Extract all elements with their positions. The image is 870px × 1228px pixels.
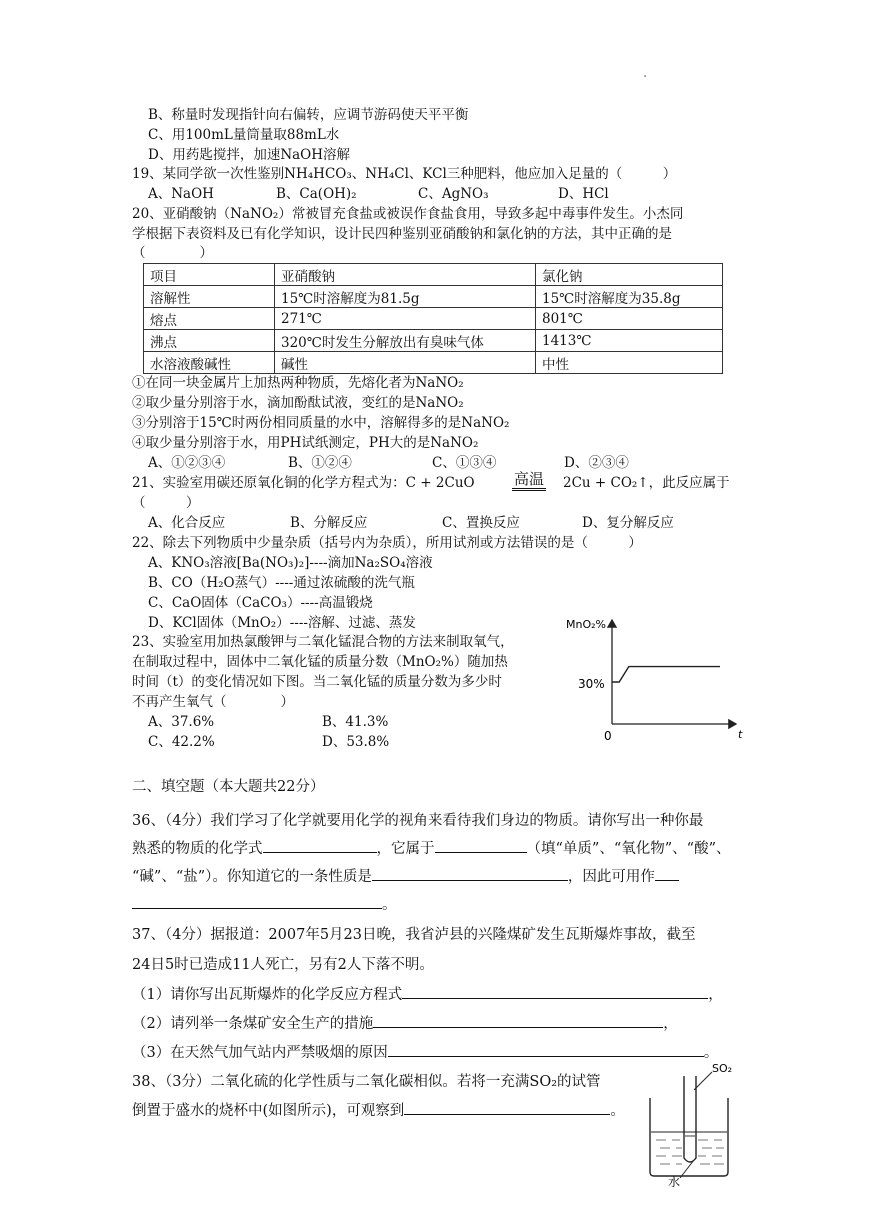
q37-text: （3）在天然气加气站内严禁吸烟的原因	[132, 1045, 388, 1061]
q36-formula-blank[interactable]	[263, 838, 377, 853]
q23-stem-line1: 23、实验室用加热氯酸钾与二氧化锰混合物的方法来制取氧气，	[132, 634, 514, 650]
q20-method-3: ③分别溶于15℃时两份相同质量的水中，溶解得多的是NaNO₂	[132, 415, 510, 431]
table-cell: 沸点	[144, 330, 275, 352]
q20-option-b: B、①②④	[288, 455, 352, 471]
q37-line1: 37、（4分）据报道：2007年5月23日晚，我省泸县的兴隆煤矿发生瓦斯爆炸事故，截至	[132, 927, 696, 943]
q37-text: （1）请你写出瓦斯爆炸的化学反应方程式	[132, 987, 403, 1003]
table-cell: 271℃	[275, 308, 536, 330]
gas-label: SO₂	[712, 1062, 733, 1075]
q37-sub3	[132, 1042, 718, 1064]
table-row	[144, 308, 723, 330]
q36-line4	[132, 894, 397, 916]
q36-line3	[132, 866, 679, 888]
q37-text: ，	[663, 1016, 678, 1032]
q36-category-blank[interactable]	[435, 838, 527, 853]
table-cell: 15℃时溶解度为35.8g	[536, 286, 723, 308]
table-cell: 溶解性	[144, 286, 275, 308]
q20-method-4: ④取少量分别溶于水，用PH试纸测定，PH大的是NaNO₂	[132, 435, 479, 451]
q36-text: ，因此可用作	[567, 869, 655, 885]
q36-text: ，它属于	[376, 841, 435, 857]
table-header-cell: 氯化钠	[536, 264, 723, 286]
q22-stem: 22、除去下列物质中少量杂质（括号内为杂质），所用试剂或方法错误的是（ ）	[132, 535, 642, 551]
q21-option-d: D、复分解反应	[582, 515, 674, 531]
q38-line2	[132, 1100, 625, 1122]
q21-stem-right: 2Cu + CO₂↑，此反应属于	[563, 475, 730, 491]
q36-use-blank[interactable]	[655, 866, 679, 881]
table-cell: 中性	[536, 352, 723, 374]
q36-text: （填“单质”、“氧化物”、“酸”、	[526, 841, 731, 857]
q21-condition-label: 高温	[512, 470, 546, 491]
q21-option-b: B、分解反应	[290, 515, 368, 531]
q19-stem: 19、某同学欲一次性鉴别NH₄HCO₃、NH₄Cl、KCl三种肥料，他应加入足量的（ ）	[132, 166, 677, 182]
q21-stem-line2: （ ）	[132, 495, 200, 511]
chart-series-line	[612, 667, 720, 682]
q37-sub2	[132, 1013, 678, 1035]
table-header-row	[144, 264, 723, 286]
test-tube-icon	[684, 1076, 696, 1162]
q37-text: 。	[703, 1045, 719, 1061]
gas-pointer-line	[694, 1072, 712, 1090]
beaker-test-tube-figure	[636, 1060, 746, 1190]
q22-option-c: C、CaO固体（CaCO₃）----高温锻烧	[148, 595, 373, 611]
q20-option-d: D、②③④	[564, 455, 629, 471]
table-cell: 320℃时发生分解放出有臭味气体	[275, 330, 536, 352]
table-header-cell: 亚硝酸钠	[275, 264, 536, 286]
table-header-cell: 项目	[144, 264, 275, 286]
q20-method-2: ②取少量分别溶于水，滴加酚酞试液，变红的是NaNO₂	[132, 395, 464, 411]
chart-y-axis-label: MnO₂%	[566, 618, 606, 631]
table-cell: 熔点	[144, 308, 275, 330]
table-cell: 碱性	[275, 352, 536, 374]
table-row	[144, 330, 723, 352]
q20-comparison-table	[143, 263, 723, 374]
section-title: 二、填空题（本大题共22分）	[132, 779, 325, 795]
q20-stem-line1: 20、亚硝酸钠（NaNO₂）常被冒充食盐或被误作食盐食用，导致多起中毒事件发生。小杰同	[132, 206, 684, 222]
q20-method-1: ①在同一块金属片上加热两种物质，先熔化者为NaNO₂	[132, 375, 464, 391]
q22-option-b: B、CO（H₂O蒸气）----通过浓硫酸的洗气瓶	[148, 575, 415, 591]
table-row	[144, 352, 723, 374]
q23-option-b: B、41.3%	[322, 714, 389, 730]
q38-text: 。	[610, 1103, 625, 1119]
q23-option-d: D、53.8%	[322, 734, 390, 750]
q23-stem-line3: 时间（t）的变化情况如下图。当二氧化锰的质量分数为多少时	[132, 674, 502, 690]
q36-property-blank[interactable]	[372, 866, 568, 881]
q19-option-a: A、NaOH	[148, 186, 214, 202]
q22-option-a: A、KNO₃溶液[Ba(NO₃)₂]----滴加Na₂SO₄溶液	[148, 555, 433, 571]
q36-line1: 36、（4分）我们学习了化学就要用化学的视角来看待我们身边的物质。请你写出一种你最	[132, 813, 704, 829]
q19-option-b: B、Ca(OH)₂	[276, 186, 357, 202]
q18-option-c: C、用100mL量筒量取88mL水	[148, 127, 340, 143]
q37-equation-blank[interactable]	[402, 984, 708, 999]
q20-option-a: A、①②③④	[148, 455, 226, 471]
table-cell: 15℃时溶解度为81.5g	[275, 286, 536, 308]
q19-option-c: C、AgNO₃	[418, 186, 489, 202]
q23-option-c: C、42.2%	[148, 734, 215, 750]
q37-measure-blank[interactable]	[373, 1013, 663, 1028]
chart-x-axis-label: t	[738, 728, 743, 741]
table-cell: 水溶液酸碱性	[144, 352, 275, 374]
q23-stem-line2: 在制取过程中，固体中二氧化锰的质量分数（MnO₂%）随加热	[132, 654, 508, 670]
q36-text: 。	[382, 897, 397, 913]
q38-observation-blank[interactable]	[404, 1100, 610, 1115]
q21-reaction-condition	[512, 470, 546, 491]
q37-reason-blank[interactable]	[388, 1042, 704, 1057]
table-row	[144, 286, 723, 308]
q23-stem-line4: 不再产生氧气（ ）	[132, 694, 294, 710]
q20-stem-line3: （ ）	[132, 245, 213, 261]
q23-option-a: A、37.6%	[148, 714, 215, 730]
water-label: 水	[668, 1175, 681, 1189]
q18-option-d: D、用药匙搅拌，加速NaOH溶解	[148, 147, 351, 163]
q36-use-blank-continued[interactable]	[132, 894, 382, 909]
page-dot: ·	[643, 69, 648, 85]
chart-y-tick-label: 30%	[578, 677, 605, 691]
q37-text: ，	[708, 987, 723, 1003]
q20-option-c: C、①③④	[432, 455, 497, 471]
q38-line1: 38、（3分）二氧化硫的化学性质与二氧化碳相似。若将一充满SO₂的试管	[132, 1074, 601, 1090]
q18-option-b: B、称量时发现指针向右偏转，应调节游码使天平平衡	[148, 107, 469, 123]
mno2-percentage-chart	[560, 612, 750, 744]
q36-text: “碱”、“盐”）。你知道它的一条性质是	[132, 869, 372, 885]
q37-sub1	[132, 984, 723, 1006]
q19-option-d: D、HCl	[558, 186, 609, 202]
q21-option-c: C、置换反应	[442, 515, 520, 531]
q36-text: 熟悉的物质的化学式	[132, 841, 263, 857]
table-cell: 1413℃	[536, 330, 723, 352]
q38-text: 倒置于盛水的烧杯中(如图所示)，可观察到	[132, 1103, 405, 1119]
q20-stem-line2: 学根据下表资料及已有化学知识，设计民四种鉴别亚硝酸钠和氯化钠的方法，其中正确的是	[132, 226, 672, 242]
q36-line2	[132, 838, 730, 860]
q22-option-d: D、KCl固体（MnO₂）----溶解、过滤、蒸发	[148, 615, 416, 631]
q21-option-a: A、化合反应	[148, 515, 226, 531]
q37-line2: 24日5时已造成11人死亡，另有2人下落不明。	[132, 957, 434, 973]
q21-stem-left: 21、实验室用碳还原氧化铜的化学方程式为：C + 2CuO	[132, 475, 475, 491]
table-cell: 801℃	[536, 308, 723, 330]
q37-text: （2）请列举一条煤矿安全生产的措施	[132, 1016, 374, 1032]
water-pattern	[656, 1140, 724, 1164]
chart-origin-label: 0	[604, 729, 612, 743]
